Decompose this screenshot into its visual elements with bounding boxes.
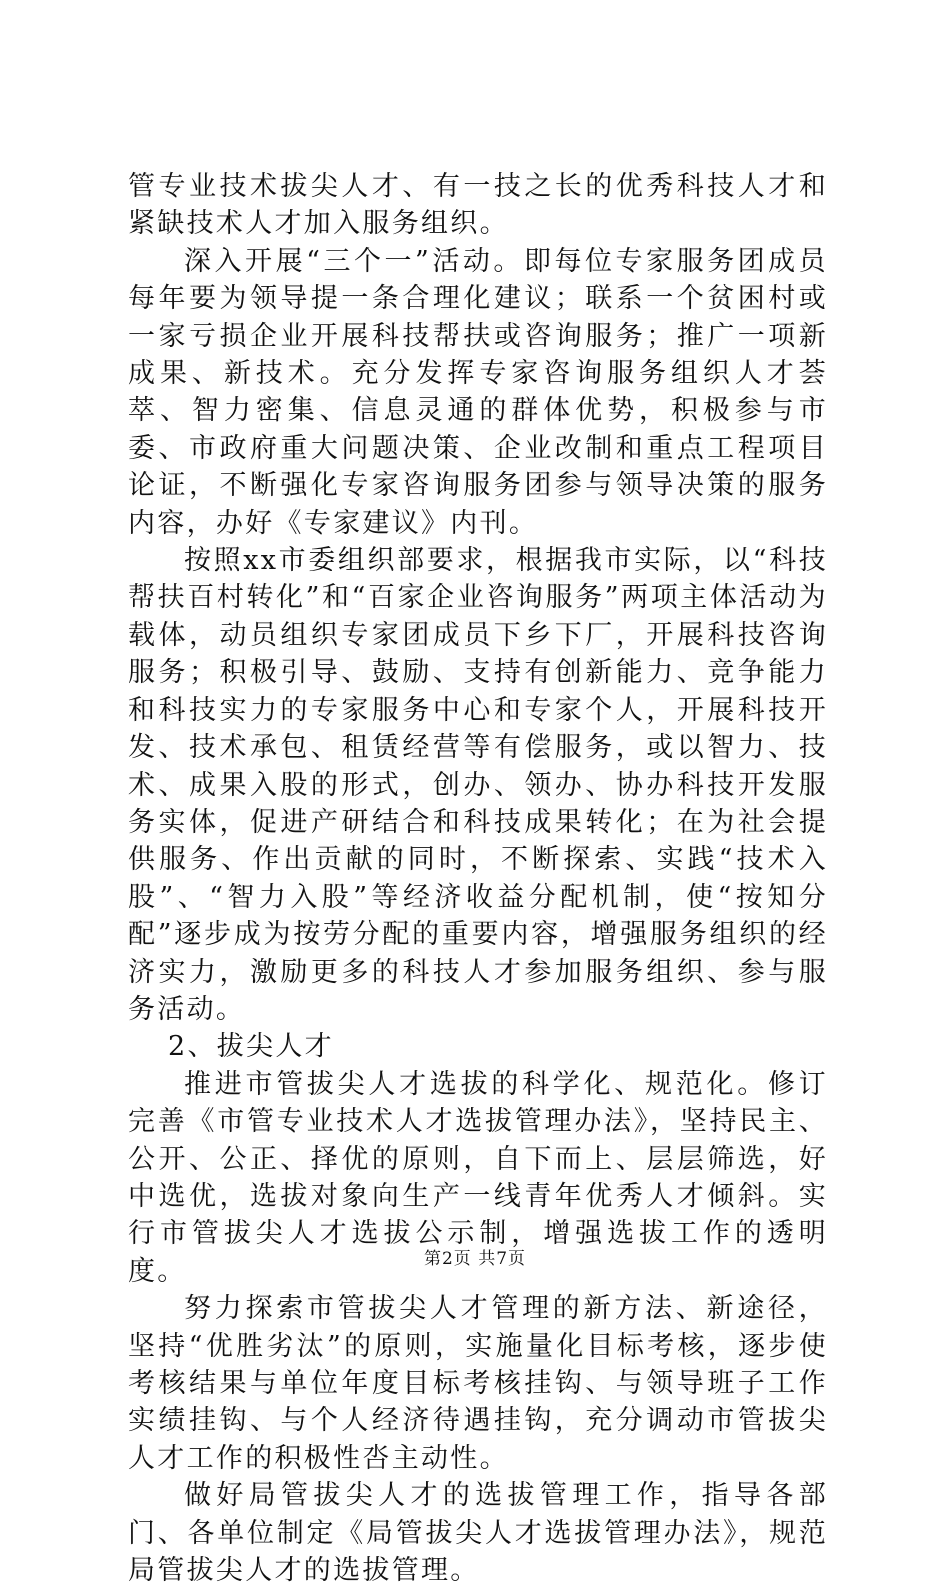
page-number-footer: 第2页 共7页 [423,1249,527,1269]
section-heading: 2、拔尖人才 [168,1031,334,1063]
paragraph-continued: 管专业技术拔尖人才、有一技之长的优秀科技人才和紧缺技术人才加入服务组织。 [128,171,828,240]
paragraph: 努力探索市管拔尖人才管理的新方法、新途径，坚持“优胜劣汰”的原则，实施量化目标考核，逐步使考核结果与单位年度目标考核挂钩、与领导班子工作实绩挂钩、与个人经济待遇挂钩，充分调动市管拔尖人才工作的积极性呇主动性。 [128,1293,828,1474]
paragraph: 推进市管拔尖人才选拔的科学化、规范化。修订完善《市管专业技术人才选拔管理办法》，坚持民主、公开、公正、择优的原则，自下而上、层层筛选，好中选优，选拔对象向生产一线青年优秀人才倾斜。实行市管拔尖人才选拔公示制，增强选拔工作的透明度。 [128,1068,828,1287]
paragraph: 按照xx市委组织部要求，根据我市实际，以“科技帮扶百村转化”和“百家企业咨询服务”两项主体活动为载体，动员组织专家团成员下乡下厂，开展科技咨询服务；积极引导、鼓励、支持有创新能力、竞争能力和科技实力的专家服务中心和专家个人，开展科技开发、技术承包、租赁经营等有偿服务，或以智力、技术、成果入股的形式，创办、领办、协办科技开发服务实体，促进产研结合和科技成果转化；在为社会提供服务、作出贡献的同时，不断探索、实践“技术入股”、“智力入股”等经济收益分配机制，使“按知分配”逐步成为按劳分配的重要内容，增强服务组织的经济实力，激励更多的科技人才参加服务组织、参与服务活动。 [128,545,828,1025]
body-text [128,168,828,1589]
paragraph: 深入开展“三个一”活动。即每位专家服务团成员每年要为领导提一条合理化建议；联系一个贫困村或一家亏损企业开展科技帮扶或咨询服务；推广一项新成果、新技术。充分发挥专家咨询服务组织人才荟萃、智力密集、信息灵通的群体优势，积极参与市委、市政府重大问题决策、企业改制和重点工程项目论证，不断强化专家咨询服务团参与领导决策的服务内容，办好《专家建议》内刊。 [128,245,828,539]
paragraph: 做好局管拔尖人才的选拔管理工作，指导各部门、各单位制定《局管拔尖人才选拔管理办法》，规范局管拔尖人才的选拔管理。 [128,1480,828,1587]
